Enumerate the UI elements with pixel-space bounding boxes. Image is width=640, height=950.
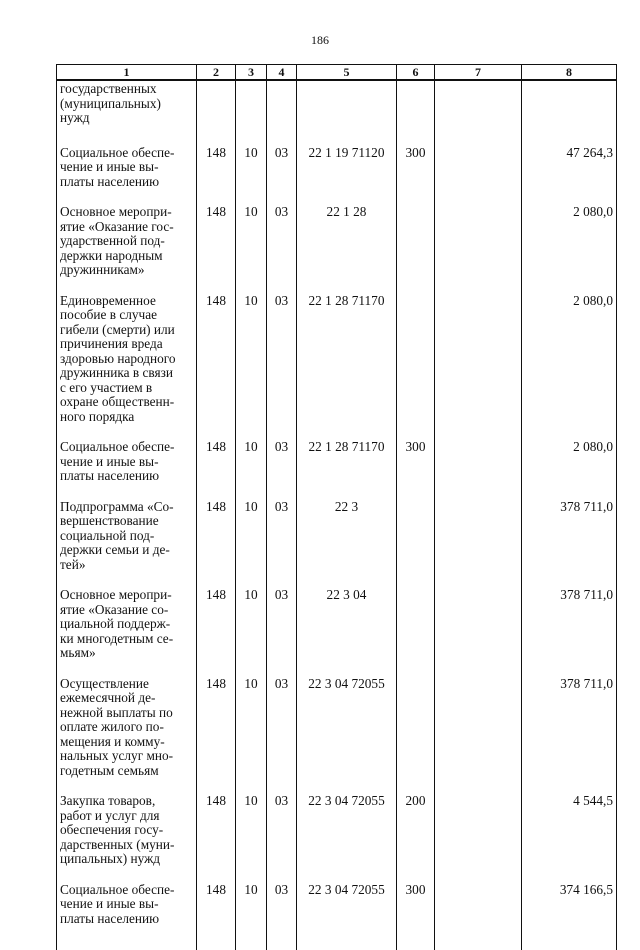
code-target-article: 22 1 28: [297, 205, 397, 294]
code-target-article: 22 1 28 71170: [297, 294, 397, 441]
code-subsection: 03: [267, 500, 297, 589]
code-expense-type: [397, 677, 435, 795]
code-target-article: 22 3: [297, 500, 397, 589]
code-ministry: 148: [197, 294, 236, 441]
item-name: Закупка товаров, работ и услуг для обеспечения госу- дарственных (муни- ципальных) нужд: [57, 794, 197, 883]
code-section: 10: [236, 294, 267, 441]
amount: 378 711,0: [522, 677, 617, 795]
code-subsection: 03: [267, 146, 297, 206]
column-header: 4: [267, 65, 297, 81]
code-expense-type: 200: [397, 794, 435, 883]
code-target-article: 22 3 04 72055: [297, 883, 397, 927]
page-number: 186: [311, 33, 329, 47]
column-header: 5: [297, 65, 397, 81]
code-section: 10: [236, 883, 267, 927]
amount: 374 166,5: [522, 883, 617, 927]
code-subsection: 03: [267, 883, 297, 927]
table-row: [57, 440, 617, 500]
item-name: Подпрограмма «Со- вершенствование социальной под- держки семьи и де- тей»: [57, 500, 197, 589]
empty-cell: [57, 926, 197, 950]
code-section: [236, 80, 267, 146]
code-section: 10: [236, 205, 267, 294]
column-7-value: [435, 677, 522, 795]
column-7-value: [435, 440, 522, 500]
table-row: [57, 677, 617, 795]
amount: 2 080,0: [522, 294, 617, 441]
column-header: 2: [197, 65, 236, 81]
empty-cell: [522, 926, 617, 950]
column-7-value: [435, 294, 522, 441]
item-name: Осуществление ежемесячной де- нежной выплаты по оплате жилого по- мещения и комму- нальных услуг мно- годетным семьям: [57, 677, 197, 795]
table-row: [57, 80, 617, 146]
table-row: [57, 146, 617, 206]
code-section: 10: [236, 677, 267, 795]
column-7-value: [435, 883, 522, 927]
code-expense-type: [397, 205, 435, 294]
column-7-value: [435, 80, 522, 146]
code-ministry: 148: [197, 794, 236, 883]
code-subsection: 03: [267, 205, 297, 294]
code-target-article: 22 1 28 71170: [297, 440, 397, 500]
amount: [522, 80, 617, 146]
column-7-value: [435, 146, 522, 206]
code-ministry: [197, 80, 236, 146]
amount: 2 080,0: [522, 440, 617, 500]
code-ministry: 148: [197, 588, 236, 677]
code-expense-type: [397, 500, 435, 589]
empty-cell: [297, 926, 397, 950]
column-header: 7: [435, 65, 522, 81]
code-section: 10: [236, 440, 267, 500]
code-target-article: 22 3 04 72055: [297, 794, 397, 883]
table-bottom-spacer: [57, 926, 617, 950]
empty-cell: [197, 926, 236, 950]
code-expense-type: [397, 80, 435, 146]
code-ministry: 148: [197, 146, 236, 206]
empty-cell: [267, 926, 297, 950]
code-section: 10: [236, 588, 267, 677]
code-expense-type: 300: [397, 883, 435, 927]
code-section: 10: [236, 146, 267, 206]
code-subsection: 03: [267, 677, 297, 795]
amount: 378 711,0: [522, 500, 617, 589]
column-header: 3: [236, 65, 267, 81]
code-subsection: 03: [267, 794, 297, 883]
column-7-value: [435, 794, 522, 883]
code-target-article: 22 3 04: [297, 588, 397, 677]
code-ministry: 148: [197, 440, 236, 500]
code-target-article: 22 1 19 71120: [297, 146, 397, 206]
item-name: Социальное обеспе- чение и иные вы- платы населению: [57, 146, 197, 206]
code-expense-type: [397, 294, 435, 441]
item-name: Основное меропри- ятие «Оказание гос- ударственной под- держки народным дружинникам»: [57, 205, 197, 294]
item-name: государственных (муниципальных) нужд: [57, 80, 197, 146]
code-ministry: 148: [197, 205, 236, 294]
amount: 378 711,0: [522, 588, 617, 677]
code-subsection: [267, 80, 297, 146]
amount: 2 080,0: [522, 205, 617, 294]
column-7-value: [435, 500, 522, 589]
column-header: 8: [522, 65, 617, 81]
item-name: Социальное обеспе- чение и иные вы- платы населению: [57, 883, 197, 927]
table-row: [57, 588, 617, 677]
code-expense-type: 300: [397, 146, 435, 206]
code-subsection: 03: [267, 294, 297, 441]
item-name: Основное меропри- ятие «Оказание со- циальной поддерж- ки многодетным се- мьям»: [57, 588, 197, 677]
code-target-article: [297, 80, 397, 146]
code-target-article: 22 3 04 72055: [297, 677, 397, 795]
code-expense-type: [397, 588, 435, 677]
amount: 47 264,3: [522, 146, 617, 206]
header-row: [57, 65, 617, 81]
table-row: [57, 500, 617, 589]
code-section: 10: [236, 500, 267, 589]
empty-cell: [435, 926, 522, 950]
code-ministry: 148: [197, 677, 236, 795]
code-ministry: 148: [197, 500, 236, 589]
column-header: 6: [397, 65, 435, 81]
column-7-value: [435, 205, 522, 294]
code-subsection: 03: [267, 588, 297, 677]
code-ministry: 148: [197, 883, 236, 927]
table-row: [57, 294, 617, 441]
budget-table: [56, 64, 617, 950]
code-subsection: 03: [267, 440, 297, 500]
item-name: Единовременное пособие в случае гибели (смерти) или причинения вреда здоровью народного дружинника в связи с его участием в охране общественн- ного порядка: [57, 294, 197, 441]
amount: 4 544,5: [522, 794, 617, 883]
table-row: [57, 883, 617, 927]
code-expense-type: 300: [397, 440, 435, 500]
code-section: 10: [236, 794, 267, 883]
empty-cell: [236, 926, 267, 950]
column-header: 1: [57, 65, 197, 81]
column-7-value: [435, 588, 522, 677]
empty-cell: [397, 926, 435, 950]
table-row: [57, 794, 617, 883]
item-name: Социальное обеспе- чение и иные вы- платы населению: [57, 440, 197, 500]
table-row: [57, 205, 617, 294]
